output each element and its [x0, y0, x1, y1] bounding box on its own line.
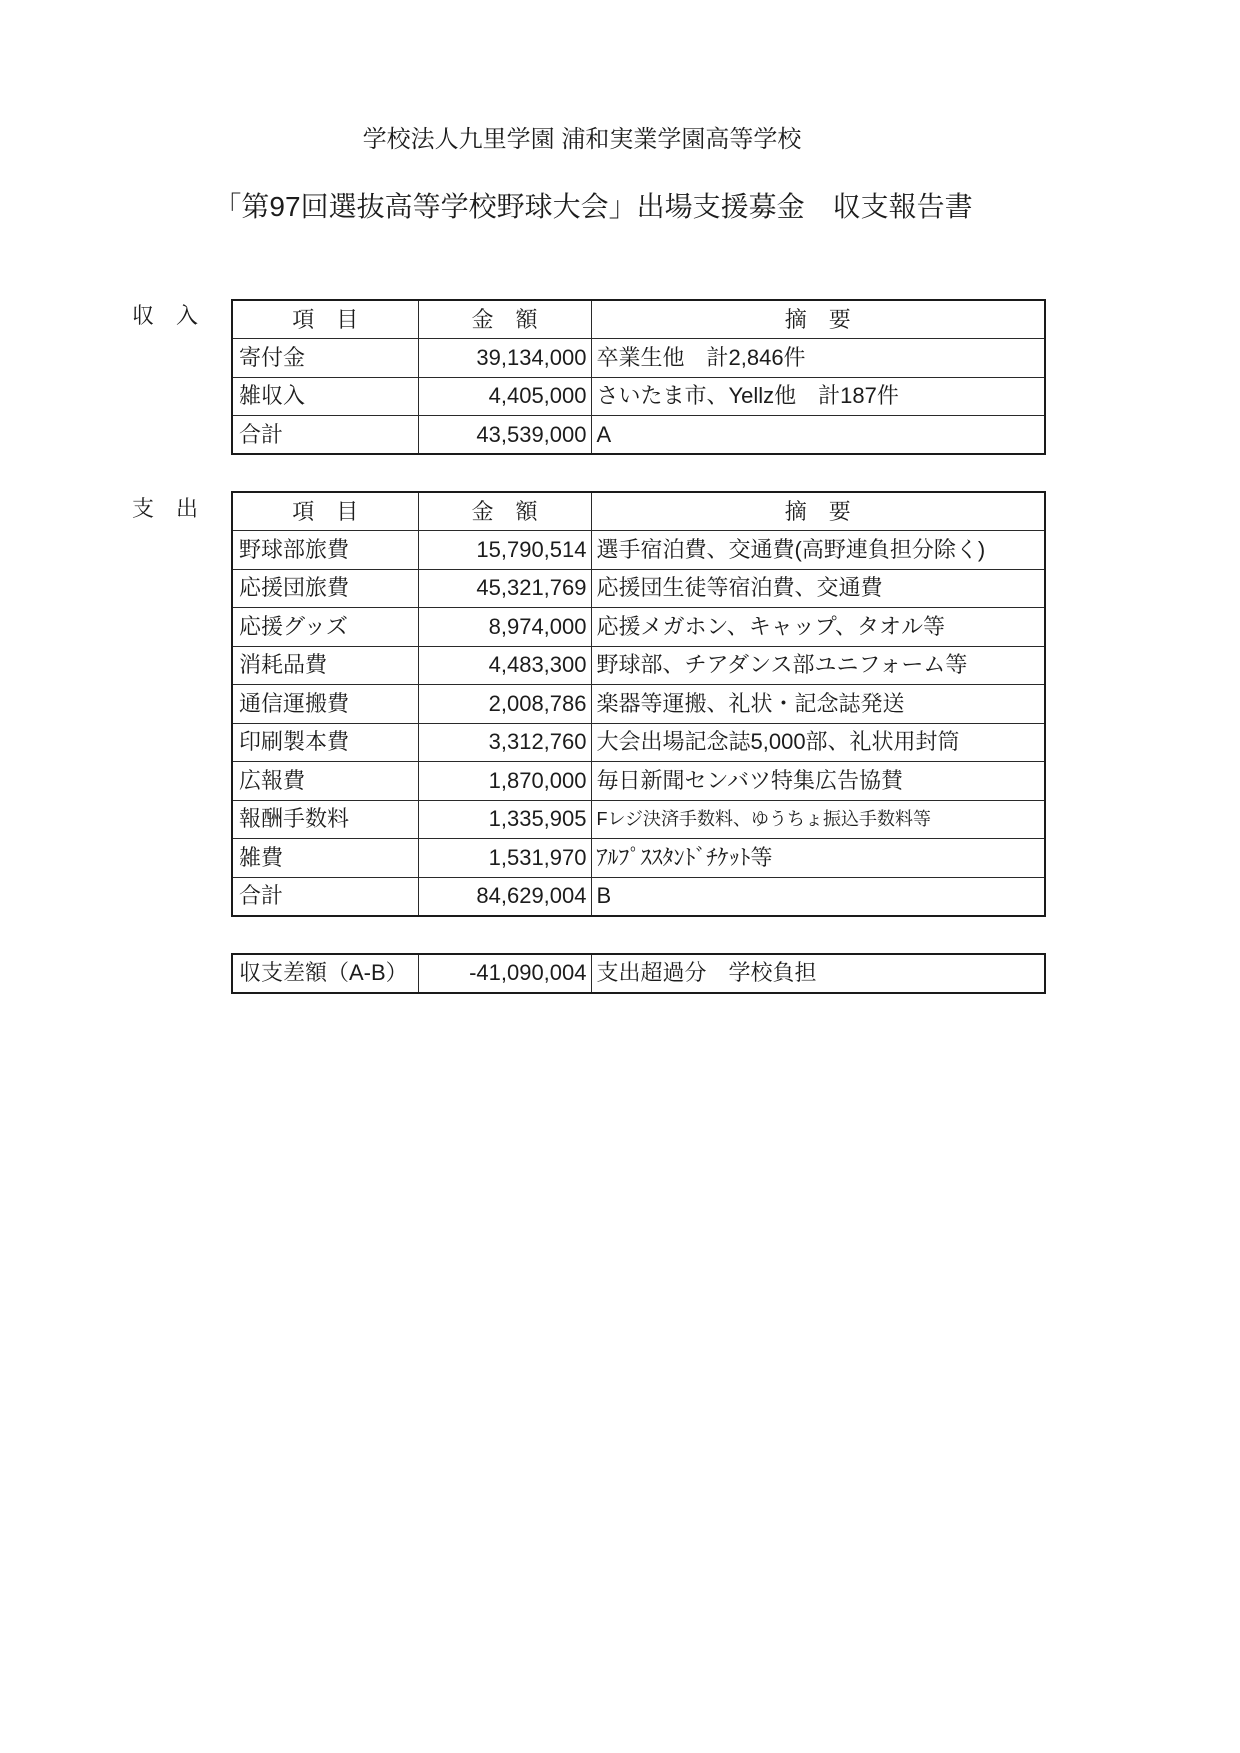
table-row — [232, 646, 1045, 685]
table-row — [232, 800, 1045, 839]
expense-section-label: 支 出 — [132, 496, 199, 521]
item-cell: 消耗品費 — [232, 646, 418, 685]
column-header-item: 項 目 — [232, 492, 418, 531]
income-table — [231, 299, 1046, 455]
amount-cell: 8,974,000 — [418, 608, 591, 647]
income-section-label: 収 入 — [132, 303, 199, 328]
item-cell: 野球部旅費 — [232, 531, 418, 570]
item-cell: 広報費 — [232, 762, 418, 801]
note-cell: Fレジ決済手数料、ゆうちょ振込手数料等 — [591, 800, 1045, 839]
report-title: 「第97回選抜高等学校野球大会」出場支援募金 収支報告書 — [213, 191, 973, 222]
note-cell: 毎日新聞センバツ特集広告協賛 — [591, 762, 1045, 801]
table-row — [232, 377, 1045, 416]
table-row — [232, 839, 1045, 878]
total-note-cell: B — [591, 877, 1045, 916]
balance-amount-cell: -41,090,004 — [418, 954, 591, 993]
column-header-amount: 金 額 — [418, 300, 591, 339]
amount-cell: 2,008,786 — [418, 685, 591, 724]
amount-cell: 45,321,769 — [418, 569, 591, 608]
note-cell: ｱﾙﾌﾟｽｽﾀﾝﾄﾞﾁｹｯﾄ等 — [591, 839, 1045, 878]
total-amount-cell: 43,539,000 — [418, 416, 591, 455]
item-cell: 通信運搬費 — [232, 685, 418, 724]
column-header-note: 摘 要 — [591, 492, 1045, 531]
expense-table — [231, 491, 1046, 917]
expense-total-row — [232, 877, 1045, 916]
balance-label-cell: 収支差額（A-B） — [232, 954, 418, 993]
table-row — [232, 762, 1045, 801]
column-header-note: 摘 要 — [591, 300, 1045, 339]
amount-cell: 1,870,000 — [418, 762, 591, 801]
item-cell: 印刷製本費 — [232, 723, 418, 762]
item-cell: 報酬手数料 — [232, 800, 418, 839]
table-row — [232, 685, 1045, 724]
note-cell: さいたま市、Yellz他 計187件 — [591, 377, 1045, 416]
column-header-item: 項 目 — [232, 300, 418, 339]
total-note-cell: A — [591, 416, 1045, 455]
amount-cell: 4,483,300 — [418, 646, 591, 685]
note-cell: 楽器等運搬、礼状・記念誌発送 — [591, 685, 1045, 724]
item-cell: 寄付金 — [232, 339, 418, 378]
table-row — [232, 608, 1045, 647]
note-cell: 大会出場記念誌5,000部、礼状用封筒 — [591, 723, 1045, 762]
income-header-row — [232, 300, 1045, 339]
note-cell: 野球部、チアダンス部ユニフォーム等 — [591, 646, 1045, 685]
organization-name: 学校法人九里学園 浦和実業学園高等学校 — [362, 126, 802, 153]
income-total-row — [232, 416, 1045, 455]
note-cell: 応援メガホン、キャップ、タオル等 — [591, 608, 1045, 647]
amount-cell: 1,335,905 — [418, 800, 591, 839]
table-row — [232, 531, 1045, 570]
amount-cell: 3,312,760 — [418, 723, 591, 762]
amount-cell: 15,790,514 — [418, 531, 591, 570]
expense-header-row — [232, 492, 1045, 531]
balance-note-cell: 支出超過分 学校負担 — [591, 954, 1045, 993]
table-row — [232, 339, 1045, 378]
item-cell: 応援グッズ — [232, 608, 418, 647]
balance-row — [232, 954, 1045, 993]
note-cell: 卒業生他 計2,846件 — [591, 339, 1045, 378]
total-label-cell: 合計 — [232, 416, 418, 455]
balance-table — [231, 953, 1046, 994]
item-cell: 雑収入 — [232, 377, 418, 416]
total-amount-cell: 84,629,004 — [418, 877, 591, 916]
amount-cell: 4,405,000 — [418, 377, 591, 416]
amount-cell: 39,134,000 — [418, 339, 591, 378]
note-cell: 選手宿泊費、交通費(高野連負担分除く) — [591, 531, 1045, 570]
table-row — [232, 569, 1045, 608]
item-cell: 応援団旅費 — [232, 569, 418, 608]
note-cell: 応援団生徒等宿泊費、交通費 — [591, 569, 1045, 608]
column-header-amount: 金 額 — [418, 492, 591, 531]
amount-cell: 1,531,970 — [418, 839, 591, 878]
total-label-cell: 合計 — [232, 877, 418, 916]
item-cell: 雑費 — [232, 839, 418, 878]
table-row — [232, 723, 1045, 762]
